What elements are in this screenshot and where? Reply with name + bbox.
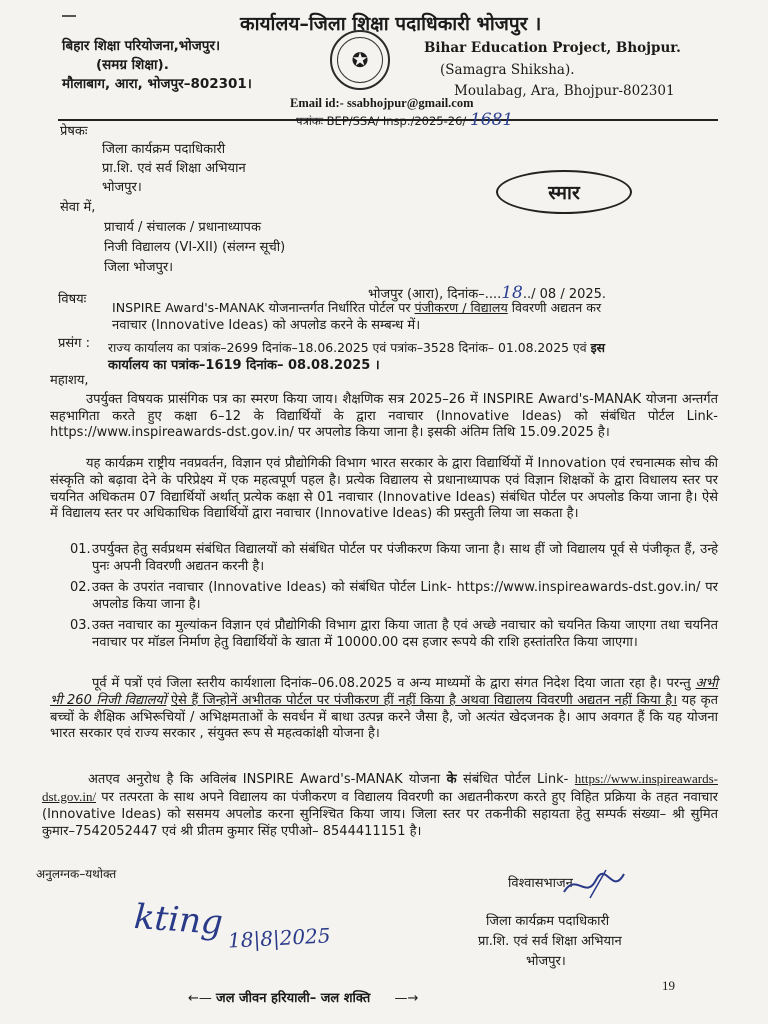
point-text: उक्त नवाचार का मुल्यांकन विज्ञान एवं प्रौद्योगिकी विभाग द्वारा किया जाता है एवं अच्छे नवाचार को चयनित किया जाएगा तथा चयनित नवाचार पर मॉडल निर्माण हेतु विद्यार्थियों के खाता में 10000.00 दस हजार रूपये की राशि हस्तांतरित किया जाएगा। [92,618,718,650]
date-suffix: ../ 08 / 2025. [522,287,607,302]
letter-number [296,110,513,130]
recipient-label: सेवा में, [60,200,96,215]
emblem-icon: ✪ [337,37,383,83]
subject-label: विषयः [58,292,87,307]
letter-number-handwritten: 1681 [469,110,514,130]
letter-number-label: पत्रांकः BEP/SSA/ Insp./2025-26/ [296,114,467,128]
org-sub-hindi: (समग्र शिक्षा). [96,57,169,73]
handwritten-signature-left: kting [132,896,225,944]
subject-line-2: नवाचार (Innovative Ideas) को अपलोड करने के सम्बन्ध में। [112,318,421,333]
arrow-left-icon: ←— [188,991,212,1006]
subject-text: विवरणी अद्यतन कर [507,300,602,315]
paragraph-request [42,770,718,840]
officer-signature [560,866,630,904]
reference-bold: इस [590,340,606,355]
recipient-line: जिला भोजपुर। [104,260,174,275]
point-number: 01. [70,542,91,557]
recipient-line: निजी विद्यालय (VI-XII) (संलग्न सूची) [104,240,286,255]
paragraph-status [50,676,718,743]
arrow-right-icon: —→ [394,991,419,1006]
org-name-english: Bihar Education Project, Bhojpur. [424,40,681,56]
subject-line-1 [112,300,601,317]
officer-location: भोजपुर। [526,954,566,969]
request-text: संबंधित पोर्टल Link- [456,772,575,787]
date-prefix: भोजपुर (आरा), दिनांक–.... [368,287,502,302]
sender-line: प्रा.शि. एवं सर्व शिक्षा अभियान [102,161,246,176]
request-text: पर तत्परता के साथ अपने विद्यालय का पंजीकरण व विद्यालय विवरणी का अद्यतनीकरण करते हुए विहित प्रक्रिया के तहत नवाचार (Innovative Ideas) को ससमय अपलोड करना सुनिश्चित किया जाय। जिला स्तर पर तकनीकी सहायता हेतु सम्पर्क संख्या– श्री सुमित कुमार–7542052447 एवं श्री प्रीतम कुमार सिंह एपीओ– 8544411151 है। [42,790,718,839]
status-highlight: अभी भी 260 निजी विद्यालयों [50,676,718,708]
status-underlined: ऐसे हैं जिन्होनें अभीतक पोर्टल पर पंजीकरण हीं नहीं किया है अथवा विद्यालय विवरणी अद्यतन नहीं किया है। [170,692,678,708]
org-address-hindi: मौलाबाग, आरा, भोजपुर–802301। [62,76,252,92]
subject-underlined: पंजीकरण / विद्यालय [414,300,508,315]
point-number: 02. [70,580,91,595]
page-number: 19 [662,978,675,993]
handwritten-signature-date: 18|8|2025 [227,923,332,953]
footer-slogan-text: जल जीवन हरियाली– जल शक्ति [216,991,371,1006]
paragraph-intro: उपर्युक्त विषयक प्रासंगिक पत्र का स्मरण किया जाय। शैक्षणिक सत्र 2025–26 में INSPIRE Award's-MANAK योजना अन्तर्गत सहभागिता करते हुए कक्षा 6–12 के विद्यार्थियों के द्वारा नवाचार (Innovative Ideas) को संबंधित पोर्टल Link- https://www.inspireawards-dst.gov.in/ पर अपलोड किया जाना है। इसकी अंतिम तिथि 15.09.2025 है। [50,392,718,440]
sender-label: प्रेषकः [60,124,88,139]
reference-line-2: कार्यालय का पत्रांक–1619 दिनांक– 08.08.2025 । [108,358,380,373]
paragraph-program: यह कार्यक्रम राष्ट्रीय नवप्रवर्तन, विज्ञान एवं प्रौद्योगिकी विभाग भारत सरकार के द्वारा विद्यार्थियों में Innovation एवं रचनात्मक सोच की संस्कृति को बढ़ावा देने के परिप्रेक्ष्य में एक महत्वपूर्ण पहल है। प्रत्येक विद्यालय से प्रधानाध्यापक एवं विज्ञान शिक्षकों के द्वारा विधालय स्तर पर चयनित अधिकतम 07 विद्यार्थियों अर्थात् प्रत्येक कक्षा से 01 नवाचार (Innovative Ideas) संबंधित पोर्टल पर अपलोड किया जाना है। ऐसे में विद्यालय स्तर पर अधिकाधिक विद्यार्थियों द्वारा नवाचार (Innovative Ideas) की प्रस्तुती लिया जा सकता है। [50,456,718,522]
org-address-english: Moulabag, Ara, Bhojpur-802301 [454,83,675,99]
footer-slogan [188,988,418,1006]
point-text: उक्त के उपरांत नवाचार (Innovative Ideas) को संबंधित पोर्टल Link- https://www.inspireawards-dst.gov.in/ पर अपलोड किया जाना है। [92,580,718,612]
reference-label: प्रसंग : [58,336,91,351]
point-text: उपर्युक्त हेतु सर्वप्रथम संबंधित विद्यालयों को संबंधित पोर्टल पर पंजीकरण किया जाना है। साथ हीं जो विद्यालय पूर्व से पंजीकृत हैं, उन्हे पुनः अपनी विवरणी अद्यतन करनी है। [92,542,718,574]
subject-text: INSPIRE Award's-MANAK योजनान्तर्गत निर्धारित पोर्टल पर [112,300,415,315]
yours-faithfully: विश्वासभाजन [508,876,573,891]
officer-department: प्रा.शि. एवं सर्व शिक्षा अभियान [478,934,622,949]
org-sub-english: (Samagra Shiksha). [440,62,575,78]
request-text: अतएव अनुरोध है कि अविलंब INSPIRE Award's-MANAK योजना [88,772,447,787]
recipient-line: प्राचार्य / संचालक / प्रधानाध्यापक [104,220,261,235]
status-text: पूर्व में पत्रों एवं जिला स्तरीय कार्यशाला दिनांक–06.08.2025 व अन्य माध्यमों के द्वारा संगत निदेश दिया जाता रहा है। परन्तु [92,676,696,691]
portal-link[interactable]: https://www.inspireawards-dst.gov.in/ [42,771,718,804]
office-title: कार्यालय–जिला शिक्षा पदाधिकारी भोजपुर । [240,13,542,35]
email-line: Email id:- ssabhojpur@gmail.com [290,96,474,110]
date-day-handwritten: 18 [501,283,523,303]
enclosure: अनुलग्नक–यथोक्त [36,867,117,881]
reminder-stamp: स्मार [496,170,632,214]
salutation: महाशय, [50,373,89,388]
org-name-hindi: बिहार शिक्षा परियोजना,भोजपुर। [62,38,221,54]
reference-text: राज्य कार्यालय का पत्रांक–2699 दिनांक–18.06.2025 एवं पत्रांक–3528 दिनांक– 01.08.2025 एवं [108,340,591,355]
reference-line-1 [108,340,605,357]
request-bold: के [446,772,457,787]
corner-mark [62,15,76,17]
status-text: यह कृत बच्चों के शैक्षिक अभिरूचियों / अभिक्षमताओं के सवर्धन में बाधा उत्पन्न करने जैसा है, जो अत्यंत खेदजनक है। आप अवगत हैं कि यह योजना भारत सरकार एवं राज्य सरकार , संयुक्त रूप से महत्वकांक्षी योजना है। [50,692,718,742]
sender-line: भोजपुर। [102,180,142,195]
point-number: 03. [70,618,91,633]
officer-designation: जिला कार्यक्रम पदाधिकारी [486,914,610,929]
sender-line: जिला कार्यक्रम पदाधिकारी [102,142,226,157]
emblem-logo [330,30,390,90]
